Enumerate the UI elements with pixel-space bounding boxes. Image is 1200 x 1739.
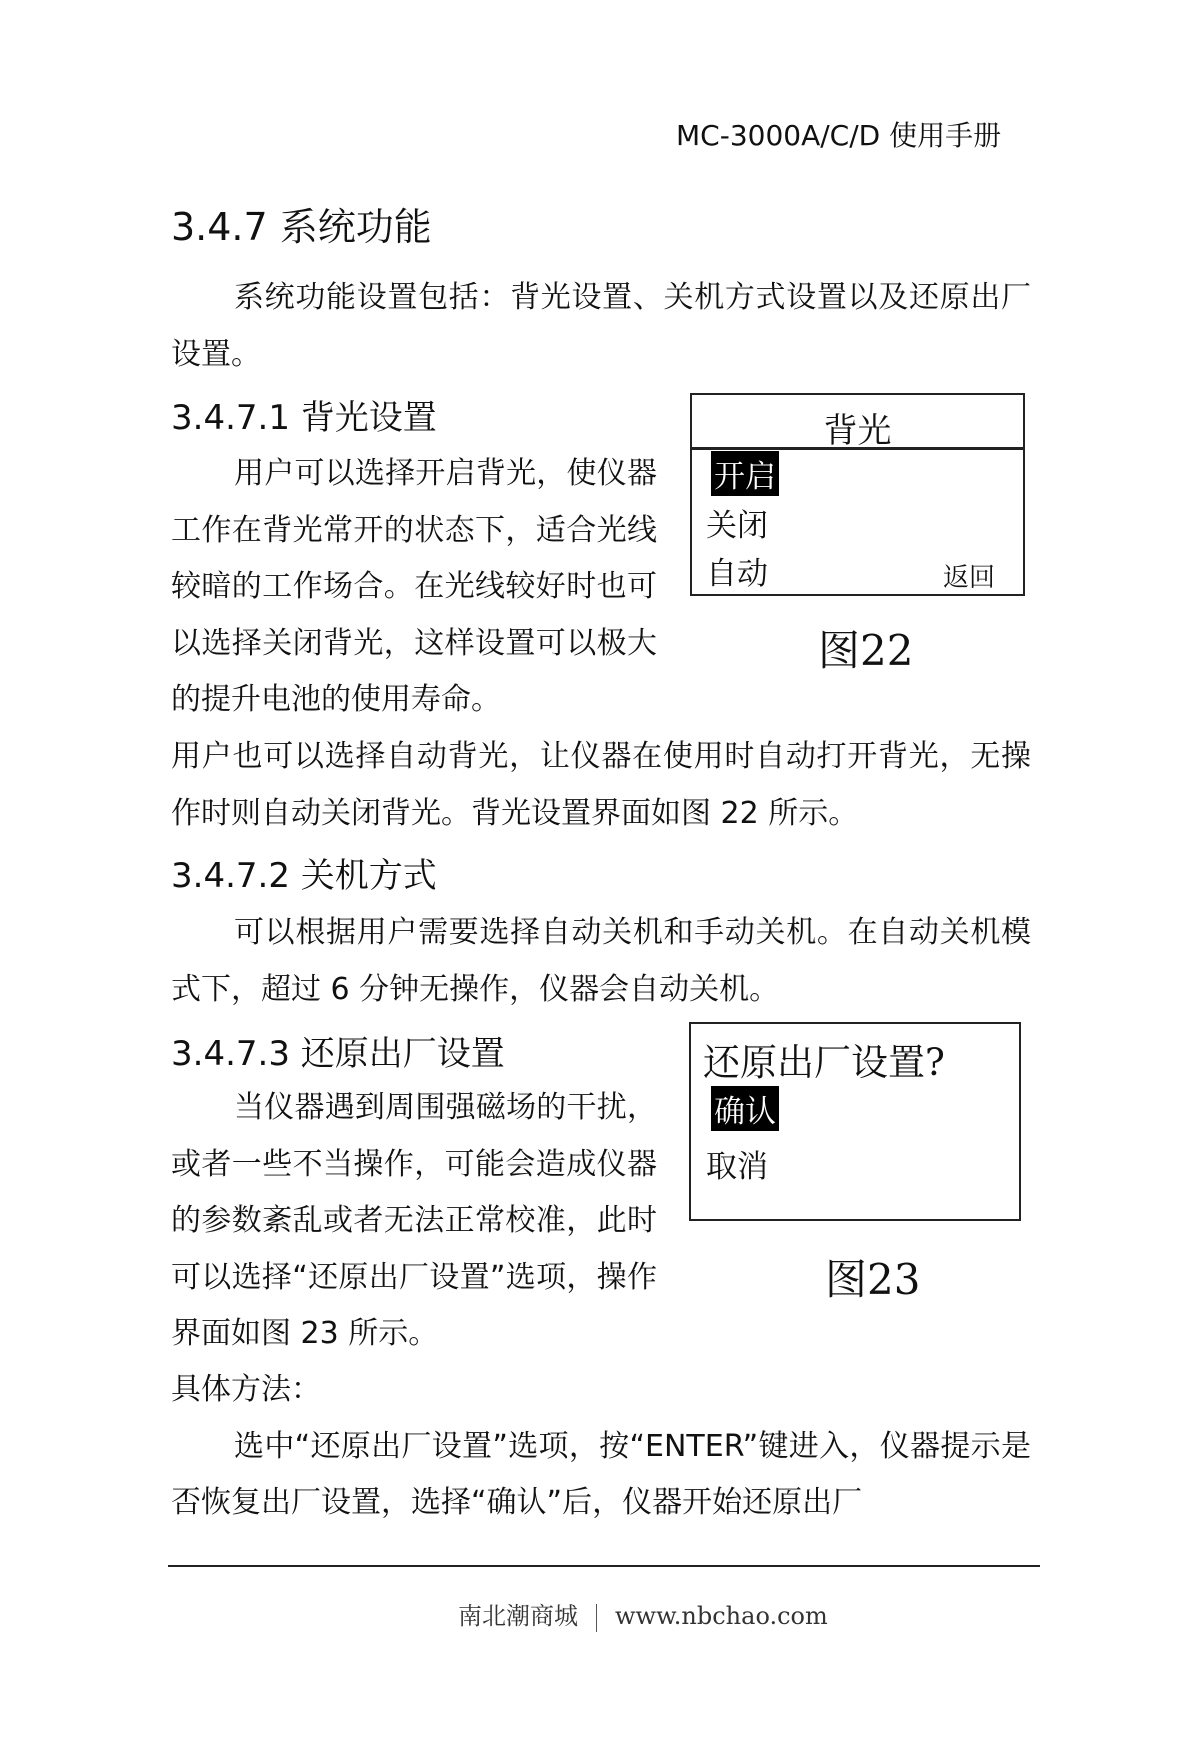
- section-intro: [171, 270, 1031, 383]
- figure22-caption: 图22: [818, 626, 914, 675]
- shutdown-title: 3.4.7.2 关机方式: [171, 856, 437, 896]
- shutdown-para: [171, 905, 1031, 1018]
- confirm-button[interactable]: 确认: [711, 1086, 779, 1131]
- factory-reset-para1: [171, 1080, 657, 1363]
- option-backlight-off[interactable]: 关闭: [706, 508, 768, 544]
- backlight-para2: [171, 729, 1031, 842]
- footer: [458, 1596, 828, 1632]
- footer-divider: [168, 1565, 1040, 1567]
- backlight-screen: [690, 393, 1025, 596]
- factory-reset-para2-text: 选中“还原出厂设置”选项，按“ENTER”键进入，仪器提示是否恢复出厂设置，选择“确认”后，仪器开始还原出厂: [171, 1428, 1031, 1520]
- backlight-screen-divider: [692, 447, 1023, 450]
- figure23-caption: 图23: [825, 1255, 921, 1304]
- backlight-para2-text: 用户也可以选择自动背光，让仪器在使用时自动打开背光，无操作时则自动关闭背光。背光设置界面如图 22 所示。: [171, 739, 1031, 831]
- shutdown-para-text: 可以根据用户需要选择自动关机和手动关机。在自动关机模式下，超过 6 分钟无操作，仪器会自动关机。: [171, 915, 1031, 1007]
- factory-reset-para1-text: 当仪器遇到周围强磁场的干扰，或者一些不当操作，可能会造成仪器的参数紊乱或者无法正常校准，此时可以选择“还原出厂设置”选项，操作界面如图 23 所示。: [171, 1090, 657, 1351]
- section-intro-text: 系统功能设置包括：背光设置、关机方式设置以及还原出厂设置。: [171, 280, 1031, 372]
- factory-reset-screen-title: 还原出厂设置?: [703, 1041, 945, 1084]
- backlight-screen-title: 背光: [823, 411, 892, 451]
- footer-separator: [596, 1604, 597, 1632]
- factory-reset-screen: [689, 1022, 1021, 1221]
- option-backlight-on[interactable]: 开启: [711, 451, 779, 496]
- manual-title: MC-3000A/C/D 使用手册: [676, 119, 1002, 152]
- factory-reset-method: [171, 1362, 1031, 1532]
- back-button[interactable]: 返回: [943, 563, 996, 593]
- factory-reset-title: 3.4.7.3 还原出厂设置: [171, 1034, 505, 1074]
- backlight-title: 3.4.7.1 背光设置: [171, 398, 437, 438]
- backlight-para1: [171, 446, 657, 729]
- footer-site-url[interactable]: www.nbchao.com: [615, 1602, 828, 1630]
- section-title: 3.4.7 系统功能: [171, 205, 432, 249]
- cancel-button[interactable]: 取消: [706, 1149, 768, 1185]
- footer-site-name: 南北潮商城: [458, 1602, 578, 1630]
- method-label: 具体方法：: [171, 1372, 321, 1407]
- option-backlight-auto[interactable]: 自动: [706, 556, 768, 592]
- backlight-para1-text: 用户可以选择开启背光，使仪器工作在背光常开的状态下，适合光线较暗的工作场合。在光线较好时也可以选择关闭背光，这样设置可以极大的提升电池的使用寿命。: [171, 456, 657, 717]
